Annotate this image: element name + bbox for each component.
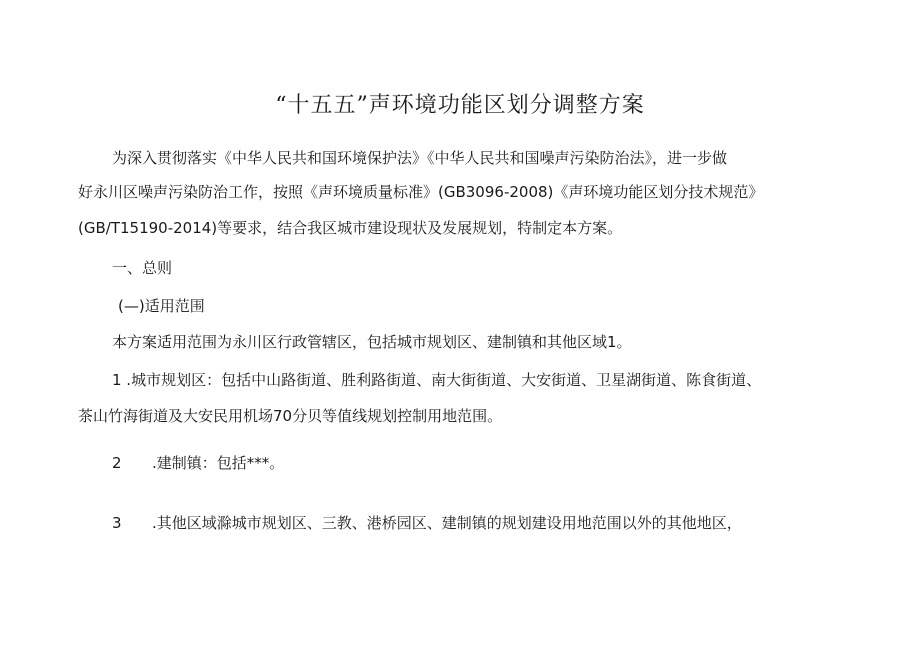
item-2: [112, 453, 882, 473]
item-1-line-1: 1 .城市规划区：包括中山路街道、胜利路街道、南大街街道、大安街道、卫星湖街道、陈食街道、: [112, 371, 762, 389]
item-3-number: 3: [112, 514, 122, 532]
document-title: “十五五”声环境功能区划分调整方案: [275, 93, 645, 118]
scope-paragraph: 本方案适用范围为永川区行政管辖区，包括城市规划区、建制镇和其他区域1。: [112, 333, 632, 351]
item-2-number: 2: [112, 454, 122, 472]
intro-line-1: 为深入贯彻落实《中华人民共和国环境保护法》《中华人民共和国噪声污染防治法》，进一步做: [112, 149, 728, 167]
subsection-heading: (—)适用范围: [118, 297, 205, 315]
item-2-text: .建制镇：包括***。: [152, 454, 285, 472]
section-heading: 一、总则: [112, 259, 173, 277]
item-3: [112, 513, 882, 533]
intro-line-2: 好永川区噪声污染防治工作，按照《声环境质量标准》(GB3096-2008)《声环境功能区划分技术规范》: [78, 183, 764, 201]
item-3-text: .其他区域滁城市规划区、三教、港桥园区、建制镇的规划建设用地范围以外的其他地区，: [152, 514, 742, 532]
intro-line-3: (GB/T15190-2014)等要求，结合我区城市建设现状及发展规划，特制定本方案。: [78, 219, 623, 237]
item-1-line-2: 茶山竹海街道及大安民用机场70分贝等值线规划控制用地范围。: [78, 407, 503, 425]
